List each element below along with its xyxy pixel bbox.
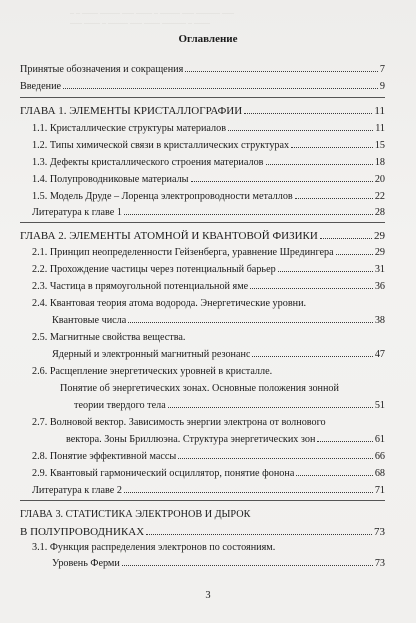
section-divider <box>20 222 385 223</box>
toc-entry[interactable]: 2.3. Частица в прямоугольной потенциальной яме 36 <box>32 281 385 292</box>
toc-entry[interactable]: 1.1. Кристаллические структуры материалов 11 <box>32 123 385 134</box>
toc-chapter-3-line[interactable]: ГЛАВА 3. СТАТИСТИКА ЭЛЕКТРОНОВ И ДЫРОК <box>20 509 251 520</box>
toc-entry[interactable]: Уровень Ферми 73 <box>52 558 385 569</box>
toc-entry[interactable]: Ядерный и электронный магнитный резонанс 47 <box>52 349 385 360</box>
toc-entry[interactable]: 2.9. Квантовый гармонический осциллятор, понятие фонона 68 <box>32 468 385 479</box>
toc-entry-line[interactable]: 2.5. Магнитные свойства вещества. <box>32 332 186 343</box>
toc-entry[interactable]: вектора. Зоны Бриллюэна. Структура энергетических зон 61 <box>66 434 385 445</box>
section-divider <box>20 500 385 501</box>
toc-entry[interactable]: 1.2. Типы химической связи в кристаллических структурах 15 <box>32 140 385 151</box>
toc-chapter-1[interactable]: ГЛАВА 1. ЭЛЕМЕНТЫ КРИСТАЛЛОГРАФИИ 11 <box>20 105 385 117</box>
toc-chapter-3[interactable]: В ПОЛУПРОВОДНИКАХ 73 <box>20 526 385 538</box>
toc-entry[interactable]: теории твердого тела 51 <box>74 400 385 411</box>
toc-entry[interactable]: 2.1. Принцип неопределенности Гейзенберга, уравнение Шредингера 29 <box>32 247 385 258</box>
toc-entry-line[interactable]: 3.1. Функция распределения электронов по состояниям. <box>32 542 276 553</box>
page-title: Оглавление <box>178 33 238 45</box>
toc-entry-line[interactable]: 2.4. Квантовая теория атома водорода. Энергетические уровни. <box>32 298 307 309</box>
toc-entry[interactable]: 2.8. Понятие эффективной массы 66 <box>32 451 385 462</box>
toc-entry[interactable]: 1.4. Полупроводниковые материалы 20 <box>32 174 385 185</box>
section-divider <box>20 97 385 98</box>
page-number: 3 <box>205 590 211 601</box>
toc-entry[interactable]: 2.2. Прохождение частицы через потенциальный барьер 31 <box>32 264 385 275</box>
toc-entry-line[interactable]: 2.6. Расщепление энергетических уровней в кристалле. <box>32 366 273 377</box>
toc-entry[interactable]: Квантовые числа 38 <box>52 315 385 326</box>
bleed-through-text: _ _ ____ _____ ___ ____ _ _____ ___ ______ ___ ___ ____ _ _____ ___ ____ ______ _ ____ <box>70 6 234 25</box>
toc-entry[interactable]: 1.5. Модель Друде – Лоренца электропроводности металлов 22 <box>32 191 385 202</box>
toc-entry[interactable]: Литература к главе 1 28 <box>32 207 385 218</box>
toc-entry[interactable]: Принятые обозначения и сокращения 7 <box>20 64 385 75</box>
toc-entry[interactable]: Введение 9 <box>20 81 385 92</box>
toc-entry-line[interactable]: Понятие об энергетических зонах. Основные положения зонной <box>60 383 339 394</box>
toc-entry[interactable]: Литература к главе 2 71 <box>32 485 385 496</box>
toc-chapter-2[interactable]: ГЛАВА 2. ЭЛЕМЕНТЫ АТОМНОЙ И КВАНТОВОЙ ФИЗИКИ 29 <box>20 230 385 242</box>
toc-entry[interactable]: 1.3. Дефекты кристаллического строения материалов 18 <box>32 157 385 168</box>
toc-entry-line[interactable]: 2.7. Волновой вектор. Зависимость энергии электрона от волнового <box>32 417 326 428</box>
